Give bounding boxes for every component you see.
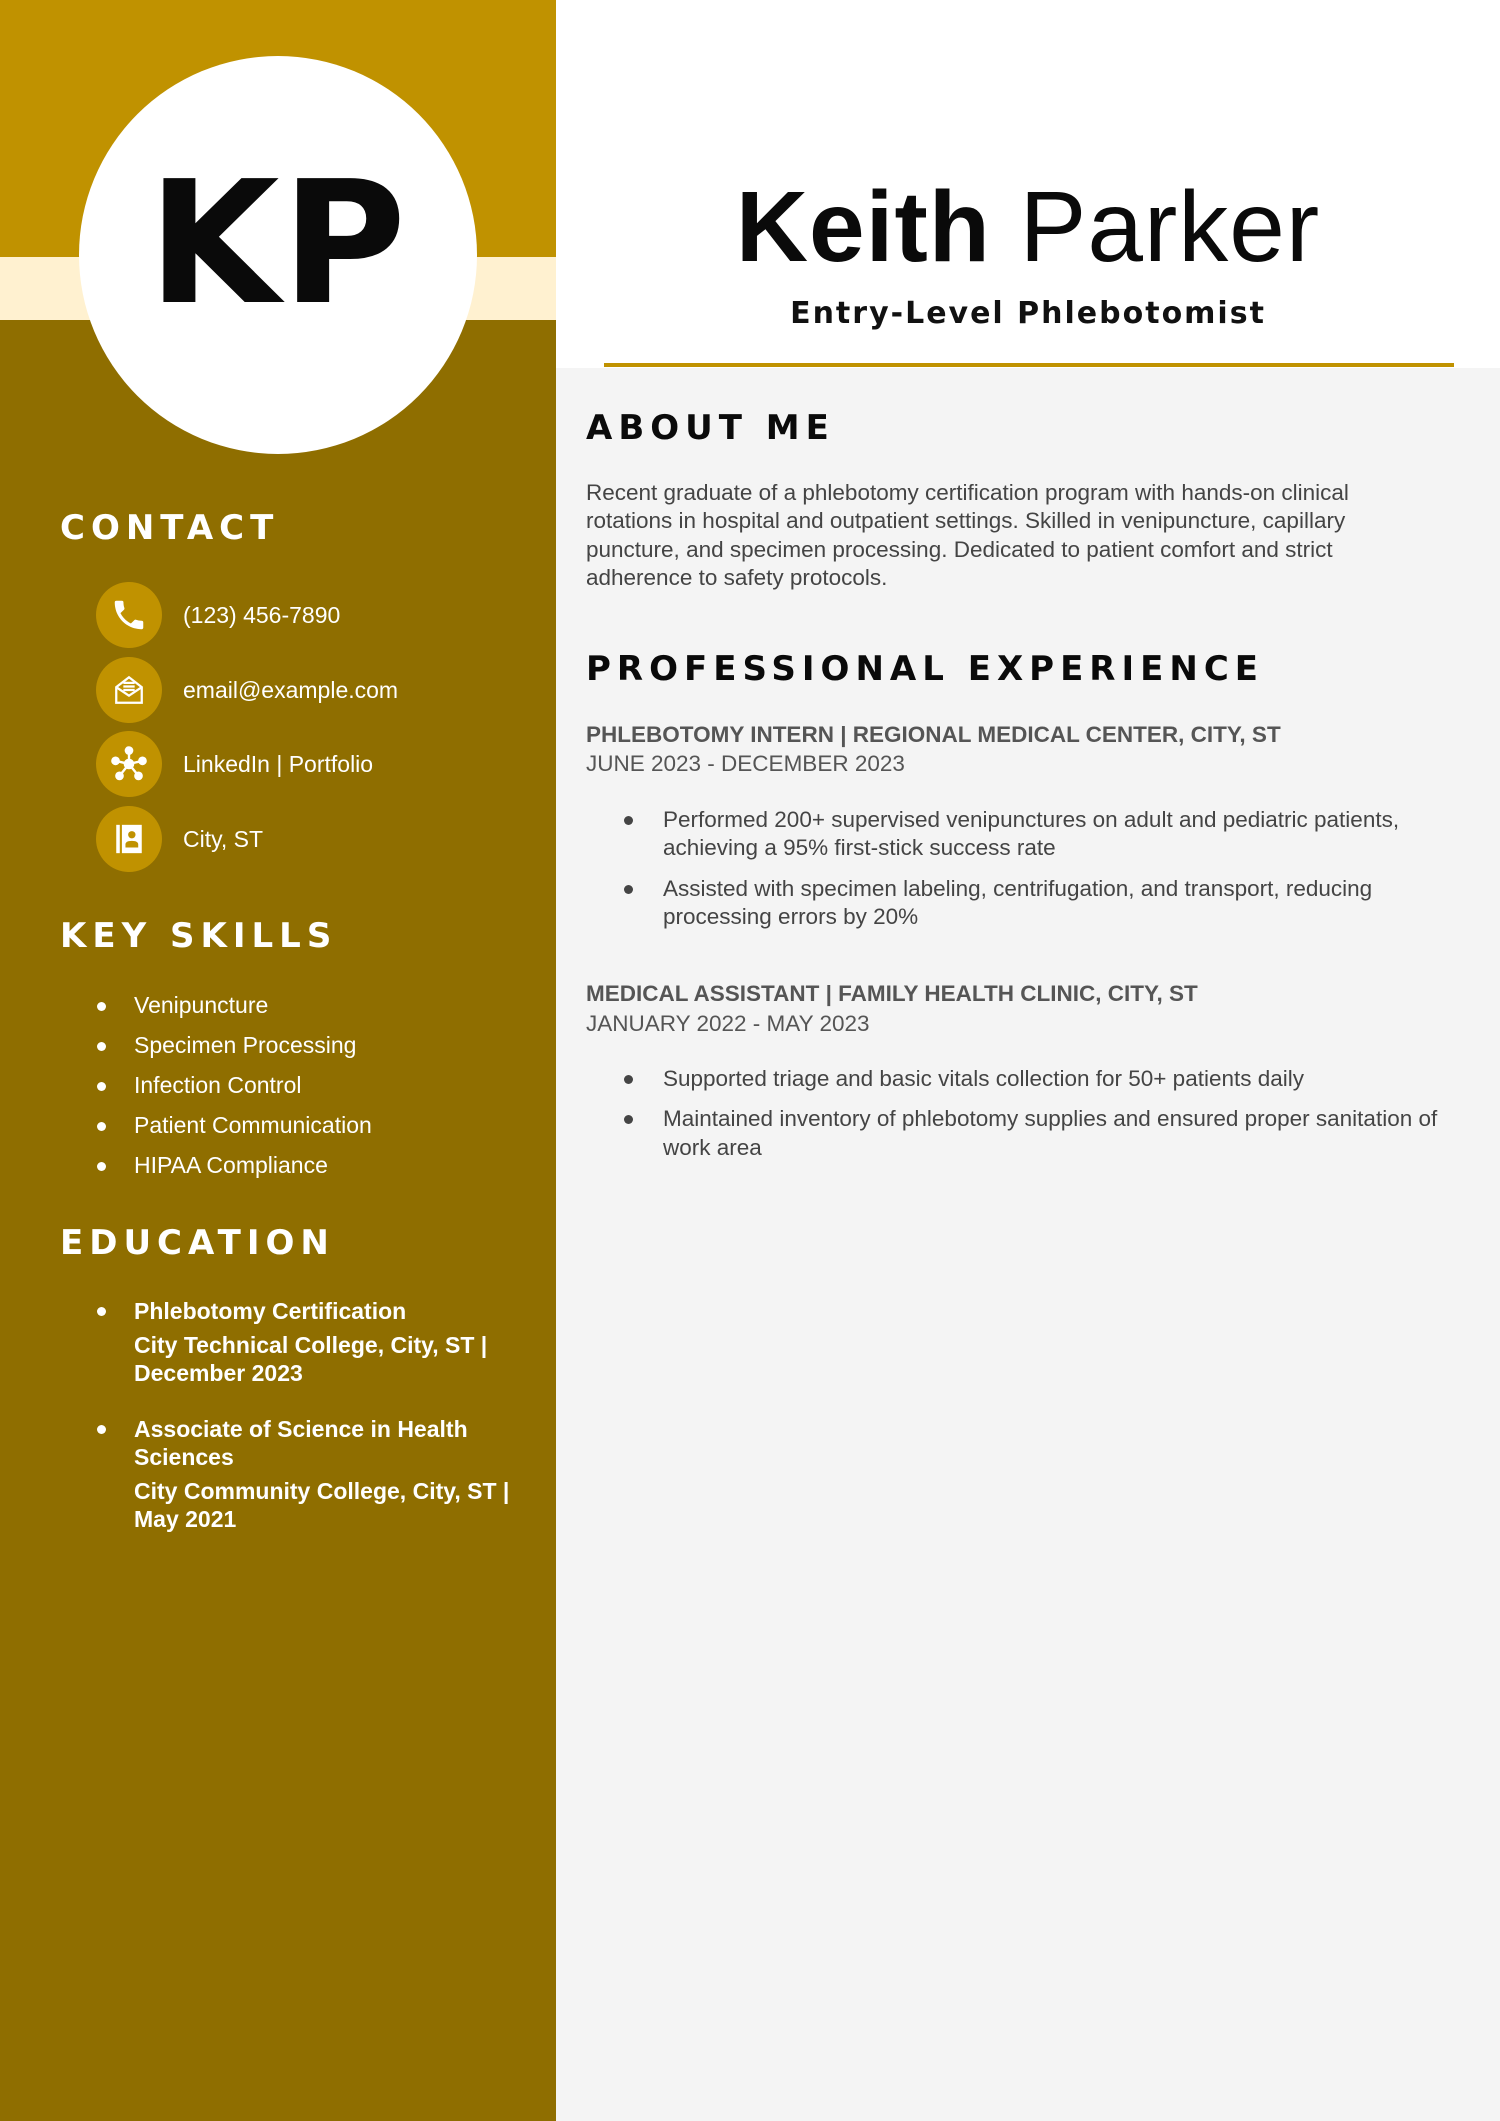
contact-heading: CONTACT bbox=[60, 508, 280, 548]
location-text: City, ST bbox=[183, 825, 264, 852]
job-2-title: MEDICAL ASSISTANT | FAMILY HEALTH CLINIC, CITY, ST bbox=[586, 981, 1198, 1006]
skills-heading: KEY SKILLS bbox=[60, 916, 338, 956]
job-1-title: PHLEBOTOMY INTERN | REGIONAL MEDICAL CENTER, CITY, ST bbox=[586, 722, 1281, 747]
education-heading: EDUCATION bbox=[60, 1223, 335, 1263]
job-bullet: Maintained inventory of phlebotomy supplies and ensured proper sanitation of work area bbox=[624, 1105, 1444, 1162]
job-2-bullets bbox=[624, 1065, 1444, 1174]
phone-icon bbox=[96, 582, 162, 648]
job-1-bullets bbox=[624, 806, 1444, 944]
education-list bbox=[94, 1297, 534, 1561]
skill-item: Infection Control bbox=[94, 1072, 372, 1112]
education-item bbox=[94, 1415, 534, 1533]
skill-item: Patient Communication bbox=[94, 1112, 372, 1152]
email-icon bbox=[96, 657, 162, 723]
skill-item: Specimen Processing bbox=[94, 1032, 372, 1072]
header-divider bbox=[604, 363, 1454, 367]
education-detail: City Community College, City, ST | May 2021 bbox=[134, 1478, 510, 1532]
contact-links[interactable] bbox=[96, 731, 373, 797]
candidate-name bbox=[556, 170, 1500, 285]
skill-item: HIPAA Compliance bbox=[94, 1152, 372, 1192]
job-bullet: Supported triage and basic vitals collection for 50+ patients daily bbox=[624, 1065, 1444, 1093]
education-degree: Associate of Science in Health Sciences bbox=[134, 1416, 468, 1470]
skill-item: Venipuncture bbox=[94, 992, 372, 1032]
avatar bbox=[79, 56, 477, 454]
job-1-dates: JUNE 2023 - DECEMBER 2023 bbox=[586, 751, 905, 776]
contact-location bbox=[96, 806, 263, 872]
about-heading: ABOUT ME bbox=[586, 408, 835, 448]
skills-list bbox=[94, 992, 372, 1192]
address-book-icon bbox=[96, 806, 162, 872]
avatar-initials: KP bbox=[147, 145, 409, 343]
phone-text: (123) 456-7890 bbox=[183, 601, 341, 628]
experience-heading: PROFESSIONAL EXPERIENCE bbox=[586, 649, 1264, 689]
last-name: Parker bbox=[1019, 171, 1321, 283]
about-text: Recent graduate of a phlebotomy certification program with hands-on clinical rotations in hospital and outpatient settings. Skilled in venipuncture, capillary puncture, and specimen processing. Dedicated to patient comfort and strict adherence to safety protocols. bbox=[586, 480, 1349, 591]
linkedin-portfolio-link[interactable]: LinkedIn | Portfolio bbox=[183, 750, 374, 777]
email-link[interactable]: email@example.com bbox=[183, 676, 399, 703]
contact-email[interactable] bbox=[96, 657, 398, 723]
education-detail: City Technical College, City, ST | December 2023 bbox=[134, 1332, 488, 1386]
education-degree: Phlebotomy Certification bbox=[134, 1298, 407, 1324]
job-bullet: Performed 200+ supervised venipunctures on adult and pediatric patients, achieving a 95% first-stick success rate bbox=[624, 806, 1444, 863]
first-name: Keith bbox=[735, 171, 991, 283]
education-item bbox=[94, 1297, 534, 1387]
contact-phone bbox=[96, 582, 340, 648]
job-2-dates: JANUARY 2022 - MAY 2023 bbox=[586, 1011, 870, 1036]
job-title: Entry-Level Phlebotomist bbox=[790, 296, 1266, 331]
network-icon bbox=[96, 731, 162, 797]
job-bullet: Assisted with specimen labeling, centrifugation, and transport, reducing processing errors by 20% bbox=[624, 875, 1444, 932]
